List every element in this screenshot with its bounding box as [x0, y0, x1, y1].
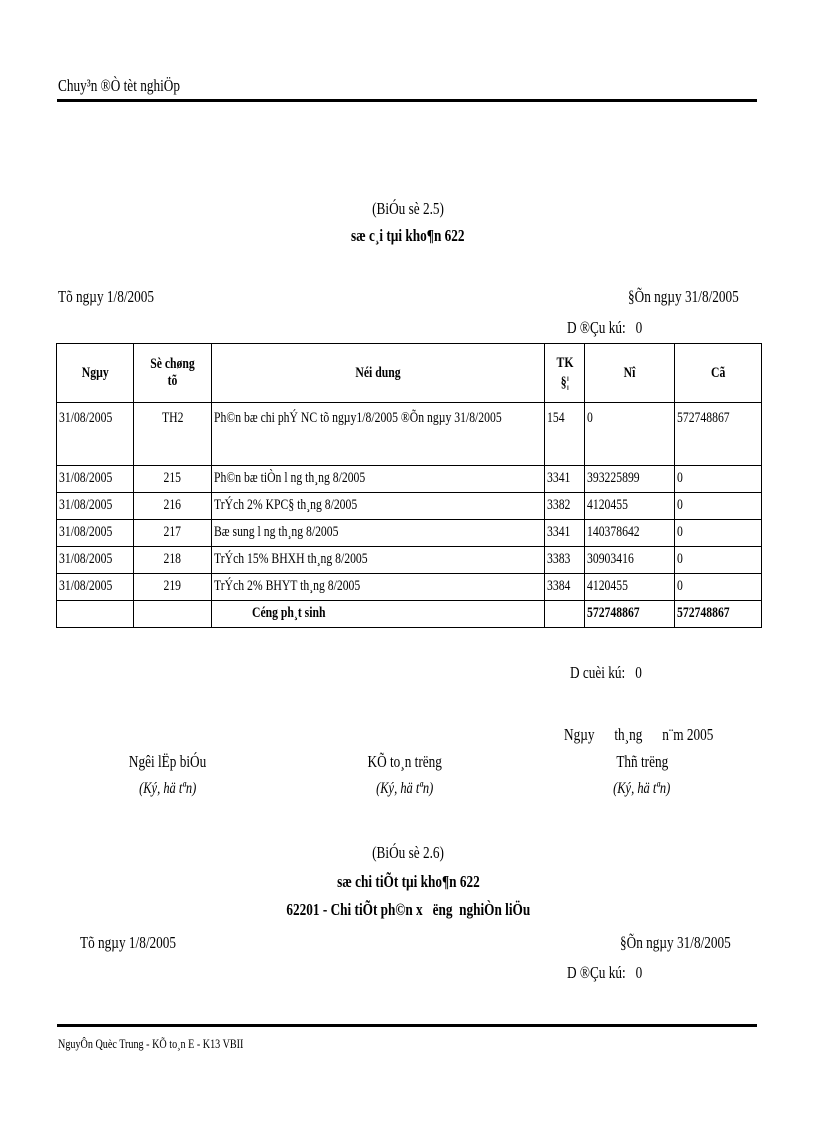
total-label: Céng ph¸t sinh: [212, 601, 545, 628]
table-row: [57, 466, 762, 493]
cell-credit: 0: [675, 574, 762, 601]
form1-to-date: §Õn ngµy 31/8/2005: [628, 287, 739, 306]
col-header-doc: Sè chøng tõ: [134, 344, 212, 403]
cell-desc: Ph©n bæ chi phÝ NC tõ ngµy1/8/2005 ®Õn ngµy 31/8/2005: [212, 403, 545, 466]
cell-credit: 572748867: [675, 403, 762, 466]
cell-debit: 30903416: [585, 547, 675, 574]
footer-rule: [57, 1024, 757, 1027]
cell-credit: 0: [675, 493, 762, 520]
form1-title: sæ c¸i tµi kho¶n 622: [351, 226, 465, 245]
col-header-credit: Cã: [675, 344, 762, 403]
signature-accountant-note: (Ký, hä tªn): [376, 780, 434, 797]
cell-desc: TrÝch 2% BHYT th¸ng 8/2005: [212, 574, 545, 601]
form2-opening-balance: D ®Çu kú: 0: [567, 963, 643, 982]
ledger-header-row: [57, 344, 762, 403]
cell-debit: 4120455: [585, 574, 675, 601]
cell-account: 3382: [545, 493, 585, 520]
cell-debit: 140378642: [585, 520, 675, 547]
form2-number: (BiÓu sè 2.6): [372, 843, 444, 862]
cell-doc: 216: [134, 493, 212, 520]
table-row: [57, 520, 762, 547]
cell-doc: TH2: [134, 403, 212, 466]
col-header-date: Ngµy: [57, 344, 134, 403]
cell-desc: TrÝch 15% BHXH th¸ng 8/2005: [212, 547, 545, 574]
cell-date: 31/08/2005: [57, 574, 134, 601]
form2-title: sæ chi tiÕt tµi kho¶n 622: [336, 872, 480, 891]
cell-date: 31/08/2005: [57, 520, 134, 547]
table-row: [57, 574, 762, 601]
cell-empty: [545, 601, 585, 628]
signature-accountant: KÕ to¸n trëng: [367, 752, 443, 771]
cell-debit: 4120455: [585, 493, 675, 520]
cell-account: 3384: [545, 574, 585, 601]
cell-credit: 0: [675, 520, 762, 547]
page-header-title: Chuy³n ®Ò tèt nghiÖp: [58, 76, 180, 95]
cell-debit: 393225899: [585, 466, 675, 493]
cell-debit: 0: [585, 403, 675, 466]
cell-date: 31/08/2005: [57, 466, 134, 493]
table-row: [57, 547, 762, 574]
page-footer-text: NguyÔn Quèc Trung - KÕ to¸n E - K13 VBII: [58, 1036, 244, 1051]
cell-account: 3341: [545, 520, 585, 547]
cell-date: 31/08/2005: [57, 403, 134, 466]
ledger-table: [56, 343, 762, 628]
signature-date-line: Ngµy th¸ng n¨m 2005: [564, 725, 714, 744]
table-total-row: [57, 601, 762, 628]
cell-date: 31/08/2005: [57, 547, 134, 574]
cell-credit: 0: [675, 547, 762, 574]
cell-date: 31/08/2005: [57, 493, 134, 520]
form2-subtitle: 62201 - Chi tiÕt ph©n x ëng nghiÒn liÖu: [286, 900, 530, 919]
form1-opening-balance: D ®Çu kú: 0: [567, 318, 643, 337]
form1-number: (BiÓu sè 2.5): [372, 199, 444, 218]
cell-credit: 0: [675, 466, 762, 493]
cell-account: 154: [545, 403, 585, 466]
cell-empty: [134, 601, 212, 628]
col-header-account: TK §¦: [545, 344, 585, 403]
form1-from-date: Tõ ngµy 1/8/2005: [58, 287, 155, 306]
header-rule: [57, 99, 757, 102]
form1-closing-balance: D cuèi kú: 0: [570, 663, 642, 682]
col-header-desc: Néi dung: [212, 344, 545, 403]
cell-doc: 218: [134, 547, 212, 574]
col-header-debit: Nî: [585, 344, 675, 403]
signature-director: Thñ trëng: [616, 752, 668, 771]
total-debit: 572748867: [585, 601, 675, 628]
table-row: [57, 493, 762, 520]
cell-desc: Bæ sung l ng th¸ng 8/2005: [212, 520, 545, 547]
cell-doc: 215: [134, 466, 212, 493]
form2-to-date: §Õn ngµy 31/8/2005: [620, 933, 731, 952]
cell-account: 3341: [545, 466, 585, 493]
cell-account: 3383: [545, 547, 585, 574]
signature-director-note: (Ký, hä tªn): [613, 780, 671, 797]
cell-desc: TrÝch 2% KPC§ th¸ng 8/2005: [212, 493, 545, 520]
signature-preparer-note: (Ký, hä tªn): [139, 780, 197, 797]
cell-desc: Ph©n bæ tiÒn l ng th¸ng 8/2005: [212, 466, 545, 493]
table-row: [57, 403, 762, 466]
total-credit: 572748867: [675, 601, 762, 628]
cell-doc: 217: [134, 520, 212, 547]
signature-preparer: Ngêi lËp biÓu: [129, 752, 207, 771]
form2-from-date: Tõ ngµy 1/8/2005: [80, 933, 177, 952]
cell-empty: [57, 601, 134, 628]
cell-doc: 219: [134, 574, 212, 601]
